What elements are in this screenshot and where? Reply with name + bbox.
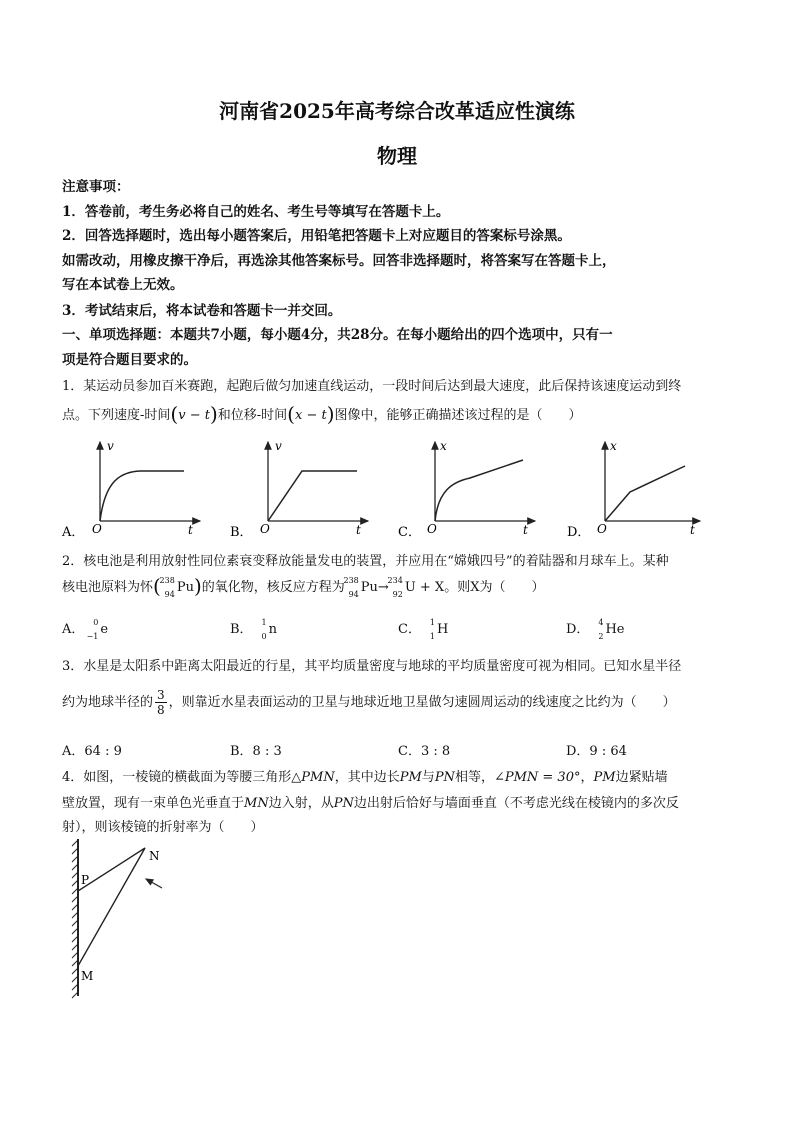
q1-option-a: A． [62,525,85,540]
q2-option-d-mass: 4 [598,618,604,627]
subject-title: 物理 [377,144,417,168]
graph-a-origin: O [92,522,102,536]
graph-a [61,439,200,540]
q2-option-a-letter: A． [62,622,85,637]
graph-b [230,439,368,540]
q4-triangle: △PMN [291,770,335,785]
q4-angle: ∠PMN = 30° [493,770,581,785]
q2-option-c-z: 1 [429,632,435,641]
q2-line1: 2．核电池是利用放射性同位素衰变释放能量发电的装置，并应用在“嫦娥四号”的着陆器和月球车上。某种 [62,554,669,569]
q2-pu2-z: 94 [348,590,359,599]
q2-option-d [566,618,624,641]
q2-option-b-mass: 1 [261,618,267,627]
graph-c-origin: O [427,522,437,536]
q4-line1 [62,766,668,785]
graph-d-origin: O [597,522,607,536]
graph-a-tlabel: t [188,523,193,537]
q4-text-b: ，其中边长 [334,770,400,785]
notes-heading: 注意事项： [62,179,130,195]
q2-u-symbol: U + X [404,580,445,595]
graph-c [398,439,535,540]
q4-mn: MN [244,796,269,811]
q3-text-b: ，则靠近水星表面运动的卫星与地球近地卫星做匀速圆周运动的线速度之比约为（ ） [168,695,676,710]
q1-line1: 1．某运动员参加百米赛跑，起跑后做匀加速直线运动，一段时间后达到最大速度，此后保持该速度运动到终 [62,379,682,394]
q3-option-a: A．64 : 9 [62,744,122,759]
label-n: N [149,849,160,863]
q4-prism-diagram [60,836,180,1001]
q4-line3: 射），则该棱镜的折射率为（ ） [62,820,264,835]
q2-arrow: → [377,580,389,595]
q1-text-e: 图像中，能够正确描述该过程的是（ ） [334,408,582,423]
q4-text-h: 边入射，从 [268,796,334,811]
q2-text-a: 核电池原料为怀 [62,580,154,595]
graph-b-tlabel: t [356,523,361,537]
q2-pu2-symbol: Pu [360,580,378,595]
q4-text-c: 与 [421,770,435,785]
q2-u-mass: 234 [387,576,403,585]
q2-pu-symbol: Pu [176,580,194,595]
q2-option-a-mass: 0 [93,618,99,627]
q2-option-d-letter: D． [566,622,590,637]
q1-text-c: 和位移-时间 [217,408,288,423]
prism-triangle [78,848,145,966]
q4-text-g: 壁放置，现有一束单色光垂直于 [62,796,245,811]
graph-a-ylabel: v [107,439,114,453]
section-heading-line1: 一、单项选择题：本题共7小题，每小题4分，共28分。在每小题给出的四个选项中，只有一 [62,327,613,343]
q2-pu2-nuclide [345,577,359,599]
q2-pu2-mass: 238 [343,576,359,585]
q2-u-z: 92 [392,590,403,599]
q2-option-c-symbol: H [436,622,449,637]
q1-vt: v − t [178,408,210,423]
graph-c-curve [435,460,523,521]
q4-pm: PM [399,770,422,785]
q2-pu-z: 94 [164,590,175,599]
section-heading-line2: 项是符合题目要求的。 [62,352,197,368]
q2-option-b-z: 0 [261,632,267,641]
q2-option-d-symbol: He [605,622,625,637]
q2-pu-mass: 238 [159,576,175,585]
q2-option-d-z: 2 [598,632,604,641]
q4-text-e: ， [580,770,594,785]
q3-frac-num: 3 [157,688,165,702]
graph-b-curve [268,471,357,521]
q4-line2 [62,792,679,811]
q2-option-b [230,618,277,641]
note-2-end: 写在本试卷上无效。 [62,277,184,293]
q4-pn: PN [434,770,455,785]
q4-text-a: 4．如图，一棱镜的横截面为等腰三角形 [62,770,292,785]
q4-text-i: 边出射后恰好与墙面垂直（不考虑光线在棱镜内的多次反 [353,796,679,811]
graph-d-curve [605,466,685,521]
q1-graphs [60,436,740,544]
note-1: 1．答卷前，考生务必将自己的姓名、考生号等填写在答题卡上。 [62,204,450,220]
q2-option-d-nuclide [589,619,603,641]
graph-d-tlabel: t [690,523,695,537]
q2-option-a-z: −1 [86,632,99,641]
q1-xt: x − t [294,408,327,423]
q3-option-b: B．8 : 3 [230,744,282,759]
q2-pu-nuclide [161,577,175,599]
graph-b-ylabel: v [275,439,282,453]
label-m: M [81,969,94,983]
q2-text-b: 的氧化物，核反应方程为 [201,580,345,595]
q2-option-b-letter: B． [230,622,253,637]
q2-u-nuclide [389,577,403,599]
q1-option-c: C． [398,525,421,540]
q2-option-b-nuclide [253,619,267,641]
q1-text-a: 点。下列速度-时间 [62,408,171,423]
q4-pm2: PM [593,770,616,785]
q3-option-d: D．9 : 64 [566,744,627,759]
q3-line2 [62,688,676,717]
graph-c-ylabel: x [440,439,447,453]
graph-c-tlabel: t [523,523,528,537]
graph-a-curve [100,471,184,521]
label-p: P [81,873,90,887]
note-3: 3．考试结束后，将本试卷和答题卡一并交回。 [62,303,342,319]
exam-title: 河南省2025年高考综合改革适应性演练 [219,99,575,123]
note-2-cont: 如需改动，用橡皮擦干净后，再选涂其他答案标号。回答非选择题时，将答案写在答题卡上， [62,253,616,269]
q4-text-f: 边紧贴墙 [615,770,668,785]
q4-text-d: 相等， [454,770,494,785]
q1-line2: 点。下列速度-时间(v − t)和位移-时间(x − t)图像中，能够正确描述该过程的是（ ） [62,402,582,426]
q3-fraction [155,688,167,717]
q1-option-d: D． [567,525,591,540]
graph-b-origin: O [260,522,270,536]
q4-pn2: PN [333,796,354,811]
q2-option-c [398,618,448,641]
graph-d-ylabel: x [610,439,617,453]
q2-text-c: 。则X为（ ） [444,580,545,595]
q2-option-a-nuclide [84,619,98,641]
q2-line2: 核电池原料为怀( 238 94 Pu)的氧化物，核反应方程为 238 94 Pu→ 234 92 U + X。则X为（ ） [62,574,545,599]
incident-light-arrow [146,879,162,888]
q3-line1: 3．水星是太阳系中距离太阳最近的行星，其平均质量密度与地球的平均质量密度可视为相同。已知水星半径 [62,659,682,674]
q3-text-a: 约为地球半径的 [62,695,154,710]
q2-option-c-nuclide [421,619,435,641]
q3-frac-den: 8 [157,703,165,717]
note-2: 2．回答选择题时，选出每小题答案后，用铅笔把答题卡上对应题目的答案标号涂黑。 [62,228,571,244]
q3-option-c: C．3 : 8 [398,744,451,759]
q2-option-c-mass: 1 [429,618,435,627]
q2-option-c-letter: C． [398,622,421,637]
graph-d [567,439,700,540]
q2-option-b-symbol: n [268,622,277,637]
q1-option-b: B． [230,525,253,540]
q2-option-a-symbol: e [100,622,109,637]
q2-option-a [62,618,108,641]
